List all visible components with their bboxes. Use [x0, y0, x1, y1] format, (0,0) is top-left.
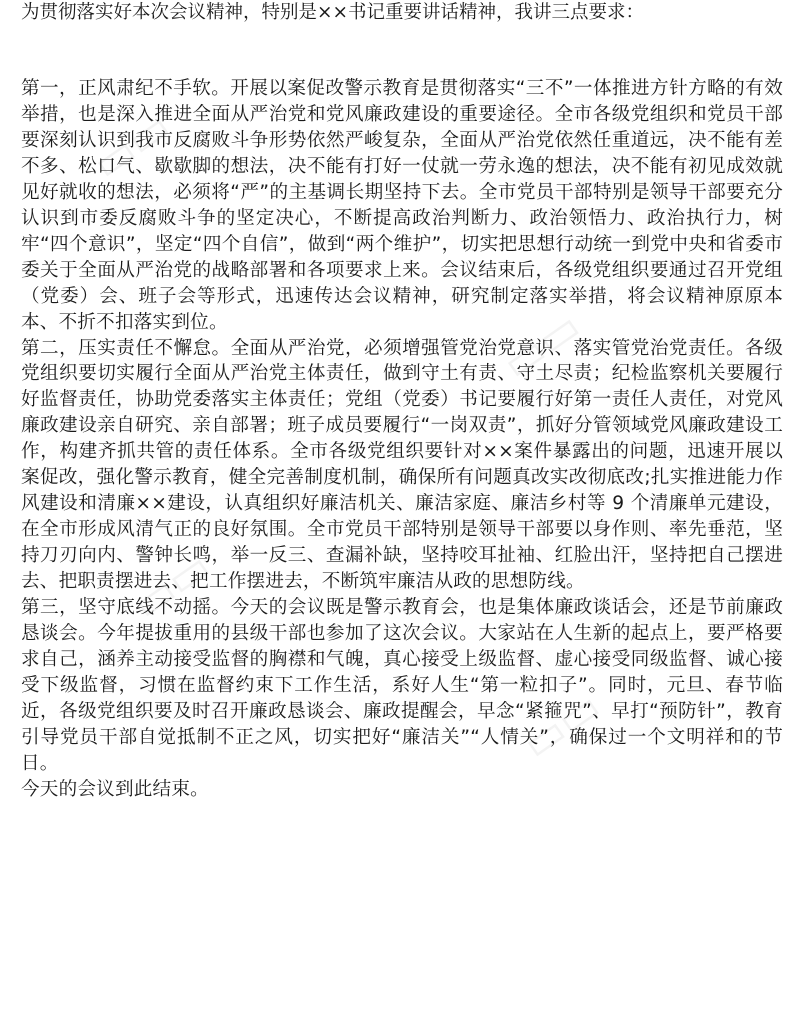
watermark: ▭▭ [492, 300, 591, 391]
document-body [21, 76, 783, 803]
paragraph-closing: 今天的会议到此结束。 [21, 778, 209, 800]
paragraph-third: 第三，坚守底线不动摇。今天的会议既是警示教育会，也是集体廉政谈话会，还是节前廉政恳谈会。今年提拔重用的县级干部也参加了这次会议。大家站在人生新的起点上，要严格要求自己，涵养主动接受监督的胸襟和气魄，真心接受上级监督、虚心接受同级监督、诚心接受下级监督，习惯在监督约束下工作生活，系好人生“第一粒扣子”。同时，元旦、春节临近，各级党组织要及时召开廉政恳谈会、廉政提醒会，早念“紧箍咒”、早打“预防针”，教育引导党员干部自觉抵制不正之风，切实把好“廉洁关”“人情关”，确保过一个文明祥和的节日。 [21, 597, 783, 774]
watermark: ▭▭ [82, 100, 181, 191]
paragraph-second: 第二，压实责任不懈怠。全面从严治党，必须增强管党治党意识、落实管党治党责任。各级党组织要切实履行全面从严治党主体责任，做到守土有责、守土尽责；纪检监察机关要履行好监督责任，协助党委落实主体责任；党组（党委）书记要履行好第一责任人责任，对党风廉政建设亲自研究、亲自部署；班子成员要履行“一岗双责”，抓好分管领域党风廉政建设工作，构建齐抓共管的责任体系。全市各级党组织要针对××案件暴露出的问题，迅速开展以案促改，强化警示教育，健全完善制度机制，确保所有问题真改实改彻底改;扎实推进能力作风建设和清廉××建设，认真组织好廉洁机关、廉洁家庭、廉洁乡村等 9 个清廉单元建设，在全市形成风清气正的良好氛围。全市党员干部特别是领导干部要以身作则、率先垂范，坚持刀刃向内、警钟长鸣，举一反三、查漏补缺，坚持咬耳扯袖、红脸出汗，坚持把自己摆进去、把职责摆进去、把工作摆进去，不断筑牢廉洁从政的思想防线。 [21, 337, 783, 593]
paragraph-first: 第一，正风肃纪不手软。开展以案促改警示教育是贯彻落实“三不”一体推进方针方略的有效举措，也是深入推进全面从严治党和党风廉政建设的重要途径。全市各级党组织和党员干部要深刻认识到我市反腐败斗争形势依然严峻复杂，全面从严治党依然任重道远，决不能有差不多、松口气、歇歇脚的想法，决不能有打好一仗就一劳永逸的想法，决不能有初见成效就见好就收的想法，必须将“严”的主基调长期坚持下去。全市党员干部特别是领导干部要充分认识到市委反腐败斗争的坚定决心，不断提高政治判断力、政治领悟力、政治执行力，树牢“四个意识”，坚定“四个自信”，做到“两个维护”，切实把思想行动统一到党中央和省委市委关于全面从严治党的战略部署和各项要求上来。会议结束后，各级党组织要通过召开党组（党委）会、班子会等形式，迅速传达会议精神，研究制定落实举措，将会议精神原原本本、不折不扣落实到位。 [21, 78, 783, 333]
watermark: ▭▭ [122, 540, 221, 631]
watermark: ▭▭ [512, 680, 611, 771]
intro-line: 为贯彻落实好本次会议精神，特别是××书记重要讲话精神，我讲三点要求： [21, 2, 645, 23]
